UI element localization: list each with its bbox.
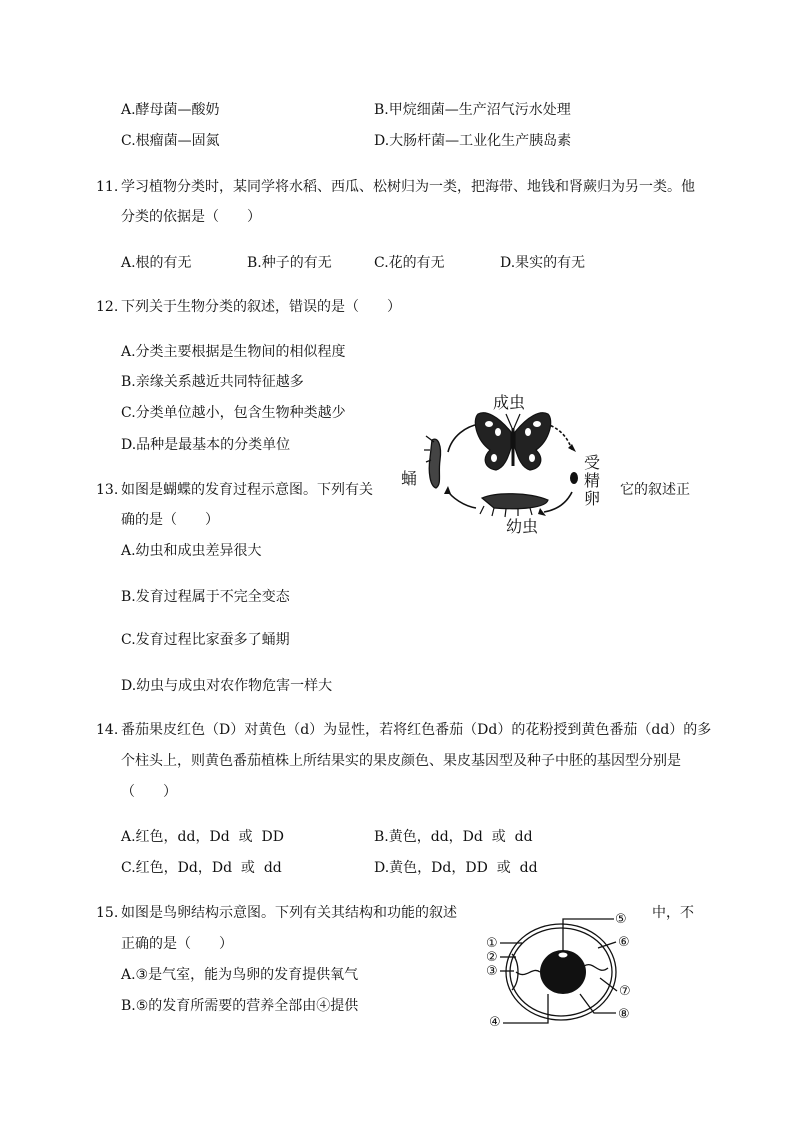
q14-option-a: A.红色，dd，Dd 或 DD <box>121 829 284 845</box>
q14-option-c: C.红色，Dd，Dd 或 dd <box>121 860 282 876</box>
q13-option-d: D.幼虫与成虫对农作物危害一样大 <box>121 678 333 694</box>
q13-option-a: A.幼虫和成虫差异很大 <box>121 543 262 559</box>
q10-option-c: C.根瘤菌—固氮 <box>121 133 220 149</box>
larva-icon <box>480 494 548 517</box>
q13-option-c: C.发育过程比家蚕多了蛹期 <box>121 632 290 648</box>
q14-stem-line1: 番茄果皮红色（D）对黄色（d）为显性，若将红色番茄（Dd）的花粉授到黄色番茄（dd）的多 <box>121 722 712 738</box>
q11-option-c: C.花的有无 <box>374 255 445 271</box>
q12-option-d: D.品种是最基本的分类单位 <box>121 437 291 453</box>
q12-option-c: C.分类单位越小，包含生物种类越少 <box>121 405 346 421</box>
arrow-larva-to-pupa <box>447 490 476 508</box>
egg-yolk <box>540 950 586 994</box>
figure-label-egg-1: 受 <box>584 453 601 472</box>
pupa-icon <box>424 436 441 488</box>
arrow-pupa-to-adult <box>448 424 480 452</box>
q15-stem-line2: 正确的是（ ） <box>121 936 233 952</box>
egg-label-8: ⑧ <box>618 1007 630 1022</box>
q15-stem-right: 中，不 <box>652 905 694 921</box>
q11-stem-line2: 分类的依据是（ ） <box>121 209 261 225</box>
q14-stem-line2: 个柱头上，则黄色番茄植株上所结果实的果皮颜色、果皮基因型及种子中胚的基因型分别是 <box>121 753 681 769</box>
q12-number: 12. <box>96 299 119 315</box>
q12-stem: 下列关于生物分类的叙述，错误的是（ ） <box>121 299 401 315</box>
q15-number: 15. <box>96 905 119 921</box>
q10-option-a: A.酵母菌—酸奶 <box>121 102 220 118</box>
figure-label-adult: 成虫 <box>493 393 526 412</box>
figure-label-egg-3: 卵 <box>584 489 601 508</box>
q10-option-b: B.甲烷细菌—生产沼气污水处理 <box>374 102 571 118</box>
figure-label-pupa: 蛹 <box>401 469 418 488</box>
q13-option-b: B.发育过程属于不完全变态 <box>121 589 290 605</box>
q15-stem-left: 如图是鸟卵结构示意图。下列有关其结构和功能的叙述 <box>121 905 457 921</box>
q10-option-d: D.大肠杆菌—工业化生产胰岛素 <box>374 133 572 149</box>
butterfly-icon <box>475 413 550 470</box>
q11-option-b: B.种子的有无 <box>247 255 332 271</box>
egg-icon <box>570 472 578 484</box>
figure-label-larva: 幼虫 <box>506 517 539 536</box>
q13-stem-right: 它的叙述正 <box>620 482 690 498</box>
q14-number: 14. <box>96 722 119 738</box>
egg-label-5: ⑤ <box>615 912 627 927</box>
q12-option-b: B.亲缘关系越近共同特征越多 <box>121 374 304 390</box>
q14-option-b: B.黄色，dd，Dd 或 dd <box>374 829 533 845</box>
q11-number: 11. <box>96 179 119 195</box>
egg-label-1: ① <box>486 936 498 951</box>
q11-stem-line1: 学习植物分类时，某同学将水稻、西瓜、松树归为一类，把海带、地钱和肾蕨归为另一类。他 <box>121 179 695 195</box>
q14-stem-line3: （ ） <box>121 784 177 800</box>
arrow-egg-to-larva <box>544 492 572 512</box>
q13-stem-line2: 确的是（ ） <box>121 512 219 528</box>
egg-label-4: ④ <box>489 1015 501 1030</box>
egg-label-3: ③ <box>486 964 498 979</box>
egg-label-6: ⑥ <box>618 935 630 950</box>
q13-stem-left: 如图是蝴蝶的发育过程示意图。下列有关 <box>121 482 373 498</box>
q12-option-a: A.分类主要根据是生物间的相似程度 <box>121 344 346 360</box>
egg-label-2: ② <box>486 950 498 965</box>
egg-label-7: ⑦ <box>619 984 631 999</box>
q14-option-d: D.黄色，Dd，DD 或 dd <box>374 860 538 876</box>
q15-option-a: A.③是气室，能为鸟卵的发育提供氧气 <box>121 967 359 983</box>
germinal-disc <box>558 952 568 958</box>
figure-label-egg-2: 精 <box>584 471 601 490</box>
q11-option-d: D.果实的有无 <box>500 255 586 271</box>
q11-option-a: A.根的有无 <box>121 255 192 271</box>
arrow-adult-to-egg <box>546 424 572 450</box>
q13-number: 13. <box>96 482 119 498</box>
egg-shell <box>506 924 616 1020</box>
q15-option-b: B.⑤的发育所需要的营养全部由④提供 <box>121 998 359 1014</box>
